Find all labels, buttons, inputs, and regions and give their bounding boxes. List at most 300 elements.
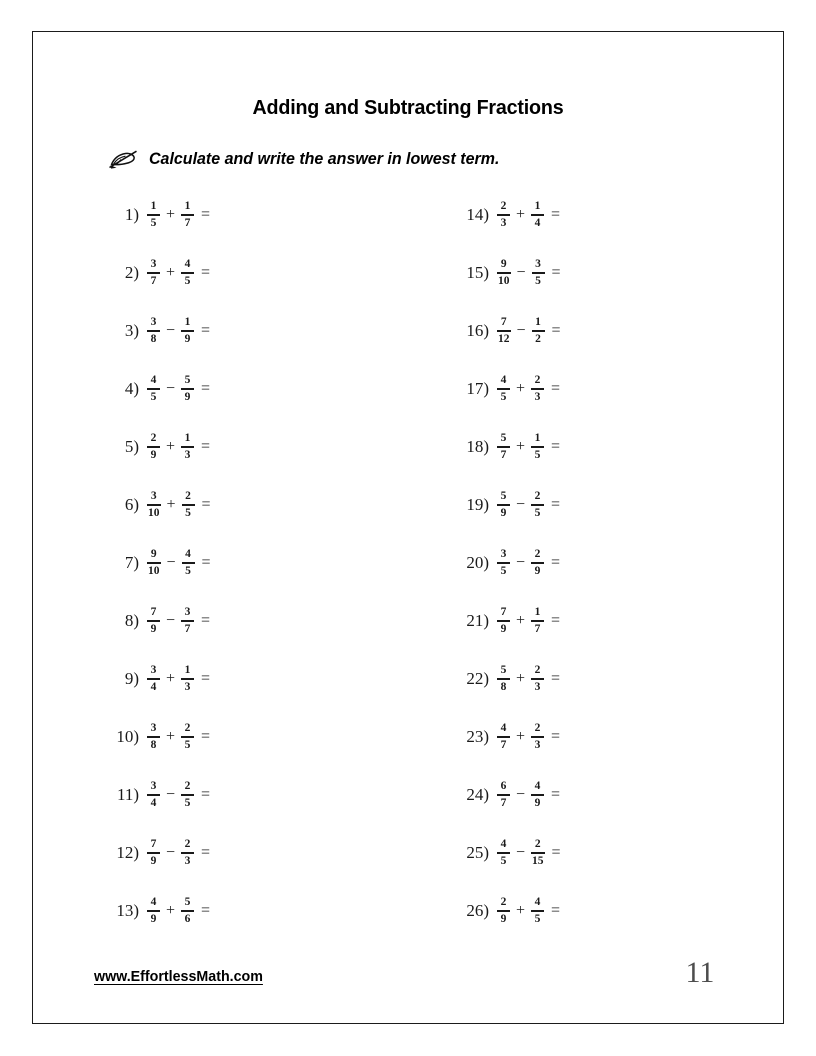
fraction: [497, 374, 510, 404]
fraction-bar: [147, 794, 160, 795]
fraction-bar: [497, 272, 511, 273]
fraction-numerator: 2: [184, 721, 191, 734]
fraction: [147, 896, 160, 926]
fraction-numerator: 2: [184, 837, 191, 850]
problem-row: [108, 766, 438, 824]
fraction-denominator: 12: [498, 333, 510, 346]
equals-sign: =: [201, 495, 211, 513]
problem-row: [108, 476, 438, 534]
fraction-numerator: 3: [184, 605, 191, 618]
fraction-denominator: 4: [150, 797, 157, 810]
equals-sign: =: [551, 611, 561, 629]
operator: −: [166, 611, 176, 629]
fraction: [531, 896, 544, 926]
problem-row: [108, 418, 438, 476]
equals-sign: =: [551, 669, 561, 687]
problem-row: [458, 824, 788, 882]
equals-sign: =: [201, 727, 211, 745]
operator: +: [516, 727, 526, 745]
fraction: [497, 780, 510, 810]
fraction: [181, 316, 194, 346]
fraction-numerator: 2: [534, 721, 541, 734]
fraction-bar: [181, 794, 194, 795]
fraction: [147, 664, 160, 694]
problem-number: 14): [466, 205, 489, 224]
fraction-numerator: 2: [534, 663, 541, 676]
problem-expression: [496, 490, 560, 520]
equals-sign: =: [201, 553, 211, 571]
fraction: [531, 780, 544, 810]
fraction: [147, 374, 160, 404]
fraction-bar: [497, 504, 510, 505]
fraction: [181, 780, 194, 810]
fraction-denominator: 5: [185, 565, 191, 578]
problem-expression: [146, 200, 210, 230]
fraction-bar: [147, 446, 160, 447]
equals-sign: =: [201, 611, 211, 629]
equals-sign: =: [201, 785, 211, 803]
problem-number: 17): [466, 379, 489, 398]
fraction-denominator: 10: [148, 565, 160, 578]
fraction-bar: [147, 852, 160, 853]
problem-row: [458, 186, 788, 244]
fraction: [531, 722, 544, 752]
fraction-bar: [531, 388, 544, 389]
fraction-numerator: 4: [150, 373, 157, 386]
fraction-denominator: 9: [150, 623, 157, 636]
fraction-numerator: 7: [150, 837, 157, 850]
problem-expression: [496, 200, 560, 230]
fraction-bar: [147, 736, 160, 737]
equals-sign: =: [551, 553, 561, 571]
fraction-bar: [497, 736, 510, 737]
fraction-numerator: 5: [184, 373, 191, 386]
fraction-bar: [531, 446, 544, 447]
fraction: [497, 606, 510, 636]
problem-column-left: [108, 186, 438, 940]
equals-sign: =: [201, 379, 211, 397]
equals-sign: =: [551, 263, 561, 281]
problem-expression: [496, 316, 561, 346]
problem-number: 9): [124, 669, 139, 688]
fraction-numerator: 4: [500, 721, 507, 734]
operator: −: [166, 321, 176, 339]
problem-number: 8): [124, 611, 139, 630]
fraction-denominator: 3: [534, 391, 541, 404]
problem-expression: [496, 258, 561, 288]
operator: +: [516, 205, 526, 223]
fraction-bar: [497, 678, 510, 679]
fraction-numerator: 2: [534, 837, 541, 850]
fraction-denominator: 10: [498, 275, 510, 288]
fraction-denominator: 9: [500, 507, 507, 520]
fraction-numerator: 4: [150, 895, 157, 908]
fraction-numerator: 1: [184, 315, 191, 328]
pen-nib-icon: [108, 148, 138, 170]
fraction-bar: [181, 214, 194, 215]
problem-row: [108, 650, 438, 708]
fraction-denominator: 5: [535, 275, 541, 288]
problem-number: 11): [116, 785, 139, 804]
fraction: [531, 374, 544, 404]
fraction: [497, 838, 510, 868]
problem-expression: [496, 664, 560, 694]
fraction-numerator: 2: [534, 489, 541, 502]
problem-row: [458, 476, 788, 534]
fraction-numerator: 1: [534, 431, 541, 444]
fraction-denominator: 10: [148, 507, 160, 520]
fraction-bar: [497, 330, 511, 331]
problem-number: 23): [466, 727, 489, 746]
fraction-bar: [532, 330, 545, 331]
equals-sign: =: [551, 205, 561, 223]
fraction-denominator: 7: [500, 739, 507, 752]
fraction-bar: [147, 678, 160, 679]
fraction-bar: [531, 794, 544, 795]
fraction: [181, 664, 194, 694]
fraction-denominator: 5: [500, 565, 507, 578]
problem-expression: [146, 780, 210, 810]
fraction: [531, 200, 544, 230]
equals-sign: =: [551, 727, 561, 745]
problem-number: 24): [466, 785, 489, 804]
fraction-bar: [181, 446, 194, 447]
problem-row: [458, 708, 788, 766]
equals-sign: =: [551, 379, 561, 397]
fraction-denominator: 9: [184, 391, 191, 404]
operator: −: [166, 553, 176, 571]
problem-expression: [496, 548, 560, 578]
fraction-bar: [181, 620, 194, 621]
fraction-bar: [531, 504, 544, 505]
fraction-denominator: 5: [184, 739, 191, 752]
problem-row: [108, 534, 438, 592]
problem-row: [108, 302, 438, 360]
fraction: [497, 896, 510, 926]
operator: −: [516, 843, 526, 861]
problem-expression: [496, 374, 560, 404]
fraction-bar: [531, 910, 544, 911]
fraction-numerator: 4: [184, 257, 191, 270]
operator: +: [166, 263, 176, 281]
fraction-denominator: 7: [150, 275, 157, 288]
fraction-bar: [147, 330, 160, 331]
footer-website-link[interactable]: www.EffortlessMath.com: [94, 968, 263, 985]
fraction-bar: [181, 678, 194, 679]
problem-expression: [146, 722, 210, 752]
fraction-denominator: 7: [500, 449, 507, 462]
fraction-denominator: 3: [184, 855, 191, 868]
page-number: 11: [685, 956, 715, 989]
fraction-numerator: 5: [500, 663, 507, 676]
fraction-bar: [497, 910, 510, 911]
fraction: [147, 548, 161, 578]
fraction-bar: [181, 910, 194, 911]
fraction-denominator: 9: [534, 797, 541, 810]
fraction-numerator: 3: [150, 489, 157, 502]
fraction-numerator: 7: [150, 605, 157, 618]
fraction-denominator: 3: [500, 217, 507, 230]
problem-row: [108, 186, 438, 244]
fraction: [497, 548, 510, 578]
fraction-numerator: 1: [184, 199, 191, 212]
fraction: [497, 664, 510, 694]
fraction-denominator: 3: [534, 681, 541, 694]
equals-sign: =: [551, 321, 561, 339]
fraction-denominator: 15: [532, 855, 544, 868]
fraction-bar: [531, 678, 544, 679]
equals-sign: =: [551, 785, 561, 803]
problem-number: 7): [124, 553, 139, 572]
fraction-numerator: 1: [534, 199, 541, 212]
problem-row: [458, 650, 788, 708]
fraction-numerator: 1: [184, 431, 191, 444]
problem-row: [108, 244, 438, 302]
fraction-denominator: 9: [500, 913, 507, 926]
fraction-numerator: 3: [500, 547, 507, 560]
fraction: [182, 490, 195, 520]
fraction-numerator: 1: [150, 199, 157, 212]
problem-expression: [146, 548, 211, 578]
fraction-denominator: 9: [184, 333, 191, 346]
problem-number: 26): [466, 901, 489, 920]
fraction: [497, 200, 510, 230]
fraction: [497, 722, 510, 752]
problem-expression: [496, 432, 560, 462]
problem-expression: [146, 896, 210, 926]
problem-number: 3): [124, 321, 139, 340]
operator: +: [516, 611, 526, 629]
fraction-bar: [531, 620, 544, 621]
fraction-bar: [181, 330, 194, 331]
problem-row: [108, 592, 438, 650]
fraction: [531, 606, 544, 636]
problem-number: 10): [116, 727, 139, 746]
fraction-denominator: 3: [184, 449, 191, 462]
fraction-denominator: 7: [534, 623, 541, 636]
fraction: [531, 548, 544, 578]
fraction: [147, 258, 160, 288]
fraction: [531, 838, 545, 868]
fraction-denominator: 9: [150, 855, 157, 868]
fraction-denominator: 5: [500, 855, 507, 868]
fraction-numerator: 5: [500, 431, 507, 444]
fraction-numerator: 2: [534, 547, 541, 560]
fraction-numerator: 1: [184, 663, 191, 676]
fraction-denominator: 9: [534, 565, 541, 578]
fraction-denominator: 6: [184, 913, 191, 926]
problem-expression: [146, 316, 210, 346]
fraction-numerator: 3: [150, 257, 157, 270]
operator: +: [516, 437, 526, 455]
fraction-denominator: 4: [150, 681, 157, 694]
fraction: [497, 490, 510, 520]
fraction-bar: [182, 562, 195, 563]
fraction-bar: [497, 562, 510, 563]
problem-expression: [146, 258, 210, 288]
operator: +: [166, 727, 176, 745]
problem-row: [108, 882, 438, 940]
fraction-numerator: 2: [184, 779, 191, 792]
fraction-denominator: 8: [500, 681, 507, 694]
equals-sign: =: [201, 437, 211, 455]
problem-expression: [146, 838, 210, 868]
problem-number: 12): [116, 843, 139, 862]
operator: +: [166, 437, 176, 455]
problem-expression: [146, 664, 210, 694]
fraction-denominator: 5: [534, 507, 541, 520]
fraction-numerator: 2: [534, 373, 541, 386]
fraction-numerator: 2: [185, 489, 191, 502]
fraction: [147, 838, 160, 868]
fraction: [147, 432, 160, 462]
fraction-bar: [147, 562, 161, 563]
fraction-numerator: 9: [500, 257, 507, 270]
fraction: [531, 490, 544, 520]
fraction-numerator: 2: [500, 895, 507, 908]
problem-expression: [146, 490, 211, 520]
equals-sign: =: [551, 437, 561, 455]
fraction: [181, 896, 194, 926]
fraction-denominator: 5: [185, 507, 191, 520]
fraction: [181, 258, 194, 288]
problem-number: 20): [466, 553, 489, 572]
fraction-denominator: 3: [534, 739, 541, 752]
operator: −: [516, 495, 526, 513]
fraction-bar: [532, 272, 545, 273]
problem-number: 4): [124, 379, 139, 398]
fraction-bar: [497, 446, 510, 447]
fraction-denominator: 9: [150, 449, 157, 462]
fraction-numerator: 5: [184, 895, 191, 908]
fraction: [497, 258, 511, 288]
problem-column-right: [458, 186, 788, 940]
equals-sign: =: [201, 843, 211, 861]
fraction-denominator: 5: [534, 449, 541, 462]
operator: +: [166, 901, 176, 919]
operator: +: [166, 495, 176, 513]
fraction-bar: [531, 852, 545, 853]
problem-row: [458, 592, 788, 650]
equals-sign: =: [551, 843, 561, 861]
problem-row: [458, 302, 788, 360]
fraction-denominator: 5: [184, 275, 191, 288]
fraction-numerator: 2: [500, 199, 507, 212]
fraction-denominator: 8: [150, 333, 157, 346]
fraction-bar: [181, 388, 194, 389]
fraction: [531, 664, 544, 694]
problem-row: [458, 534, 788, 592]
fraction-bar: [181, 272, 194, 273]
fraction: [181, 200, 194, 230]
fraction: [532, 258, 545, 288]
fraction-numerator: 1: [535, 315, 541, 328]
fraction-numerator: 9: [150, 547, 157, 560]
fraction: [182, 548, 195, 578]
operator: −: [166, 843, 176, 861]
problem-number: 5): [124, 437, 139, 456]
fraction-bar: [147, 214, 160, 215]
fraction-denominator: 9: [150, 913, 157, 926]
problem-row: [458, 360, 788, 418]
fraction-bar: [147, 388, 160, 389]
operator: +: [516, 379, 526, 397]
fraction-bar: [531, 736, 544, 737]
fraction-numerator: 7: [500, 315, 507, 328]
fraction-bar: [497, 388, 510, 389]
problem-row: [458, 882, 788, 940]
problem-expression: [496, 780, 560, 810]
fraction-bar: [531, 562, 544, 563]
fraction-denominator: 9: [500, 623, 507, 636]
problem-row: [108, 824, 438, 882]
fraction-denominator: 5: [150, 391, 157, 404]
instruction-text: Calculate and write the answer in lowest term.: [149, 149, 500, 168]
operator: +: [166, 669, 176, 687]
fraction: [181, 722, 194, 752]
fraction: [147, 316, 160, 346]
fraction: [147, 490, 161, 520]
problem-row: [108, 708, 438, 766]
problem-expression: [146, 432, 210, 462]
problem-expression: [146, 374, 210, 404]
fraction-bar: [147, 910, 160, 911]
fraction-denominator: 3: [184, 681, 191, 694]
fraction-numerator: 5: [500, 489, 507, 502]
fraction-numerator: 3: [150, 721, 157, 734]
operator: +: [516, 669, 526, 687]
fraction-denominator: 7: [184, 623, 191, 636]
fraction-bar: [181, 736, 194, 737]
fraction: [181, 374, 194, 404]
fraction-numerator: 4: [534, 895, 541, 908]
fraction-numerator: 2: [150, 431, 157, 444]
fraction-bar: [497, 852, 510, 853]
problem-number: 19): [466, 495, 489, 514]
fraction-bar: [147, 620, 160, 621]
problem-number: 2): [124, 263, 139, 282]
fraction: [181, 432, 194, 462]
fraction-denominator: 5: [150, 217, 157, 230]
fraction-numerator: 6: [500, 779, 507, 792]
fraction: [147, 200, 160, 230]
fraction-numerator: 4: [534, 779, 541, 792]
problem-number: 25): [466, 843, 489, 862]
fraction: [147, 722, 160, 752]
operator: −: [516, 321, 526, 339]
equals-sign: =: [201, 669, 211, 687]
fraction: [497, 316, 511, 346]
fraction-denominator: 2: [535, 333, 541, 346]
fraction-bar: [181, 852, 194, 853]
problem-row: [458, 766, 788, 824]
fraction-denominator: 5: [184, 797, 191, 810]
fraction-numerator: 3: [150, 315, 157, 328]
problem-number: 6): [124, 495, 139, 514]
fraction-denominator: 5: [534, 913, 541, 926]
fraction-bar: [497, 214, 510, 215]
page-title: Adding and Subtracting Fractions: [252, 96, 564, 119]
operator: +: [166, 205, 176, 223]
fraction: [147, 606, 160, 636]
fraction: [181, 838, 194, 868]
fraction-numerator: 3: [150, 779, 157, 792]
problem-number: 15): [466, 263, 489, 282]
fraction-numerator: 1: [534, 605, 541, 618]
fraction-bar: [147, 272, 160, 273]
fraction-denominator: 7: [184, 217, 191, 230]
fraction-numerator: 4: [185, 547, 191, 560]
